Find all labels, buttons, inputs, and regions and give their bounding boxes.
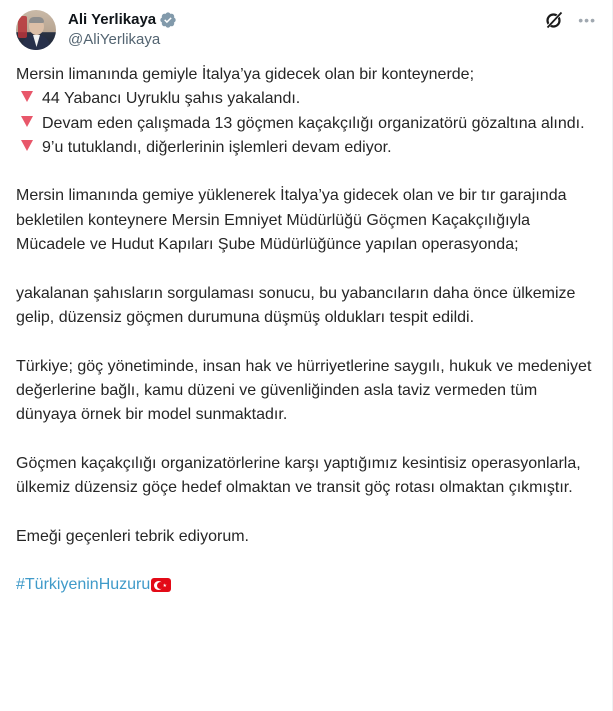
- author-info: [68, 10, 177, 50]
- avatar[interactable]: [16, 10, 56, 50]
- verified-badge-icon: [159, 11, 177, 29]
- red-triangle-down-icon: [21, 116, 33, 127]
- tweet-paragraph: Göçmen kaçakçılığı organizatörlerine karşı yaptığımız kesintisiz operasyonlarla, ülkemiz düzensiz göçe hedef olmaktan ve transit göç rotası olmaktan çıkmıştır.: [16, 454, 581, 497]
- tweet-body: [16, 63, 592, 598]
- tweet-header: [16, 8, 596, 52]
- tweet-paragraph: yakalanan şahısların sorgulaması sonucu, bu yabancıların daha önce ülkemize gelip, düzensiz göçmen durumuna düşmüş oldukları tespit edildi.: [16, 284, 576, 326]
- avatar-hair: [29, 17, 44, 23]
- bullet-text: 44 Yabancı Uyruklu şahıs yakalandı.: [42, 90, 301, 108]
- more-options-icon[interactable]: •••: [578, 12, 596, 28]
- tweet-intro: Mersin limanında gemiyle İtalya’ya gidecek olan bir konteynerde;: [16, 66, 475, 83]
- author-handle[interactable]: @AliYerlikaya: [68, 31, 161, 48]
- bullet-item: [16, 136, 592, 160]
- bullet-item: [16, 112, 592, 136]
- bullet-item: [16, 87, 592, 111]
- grok-icon[interactable]: [544, 10, 564, 30]
- hashtag-line: [16, 573, 592, 597]
- bullet-text: 9’u tutuklandı, diğerlerinin işlemleri devam ediyor.: [42, 138, 392, 156]
- author-display-name[interactable]: Ali Yerlikaya: [68, 11, 157, 28]
- red-triangle-down-icon: [21, 140, 33, 151]
- turkey-flag-icon: [151, 578, 171, 592]
- tweet-intro-block: [16, 63, 592, 160]
- header-actions: [544, 10, 596, 30]
- red-triangle-down-icon: [21, 91, 33, 102]
- tweet-paragraph: Mersin limanında gemiye yüklenerek İtalya’ya gidecek olan ve bir tır garajında bekletilen konteynere Mersin Emniyet Müdürlüğü Göçmen Kaçakçılığıyla Mücadele ve Hudut Kapıları Şube Müdürlüğünce yapılan operasyonda;: [16, 187, 567, 254]
- avatar-flag-detail: [18, 16, 27, 38]
- author-name-row: [68, 10, 177, 30]
- hashtag-link[interactable]: #TürkiyeninHuzuru: [16, 576, 151, 594]
- tweet-paragraph: Emeği geçenleri tebrik ediyorum.: [16, 527, 249, 545]
- tweet-paragraph: Türkiye; göç yönetiminde, insan hak ve hürriyetlerine saygılı, hukuk ve medeniyet değerlerine bağlı, kamu düzeni ve güvenliğinden asla taviz vermeden tüm dünyaya örnek bir model sunmaktadır.: [16, 357, 592, 424]
- bullet-text: Devam eden çalışmada 13 göçmen kaçakçılığı organizatörü gözaltına alındı.: [42, 114, 585, 132]
